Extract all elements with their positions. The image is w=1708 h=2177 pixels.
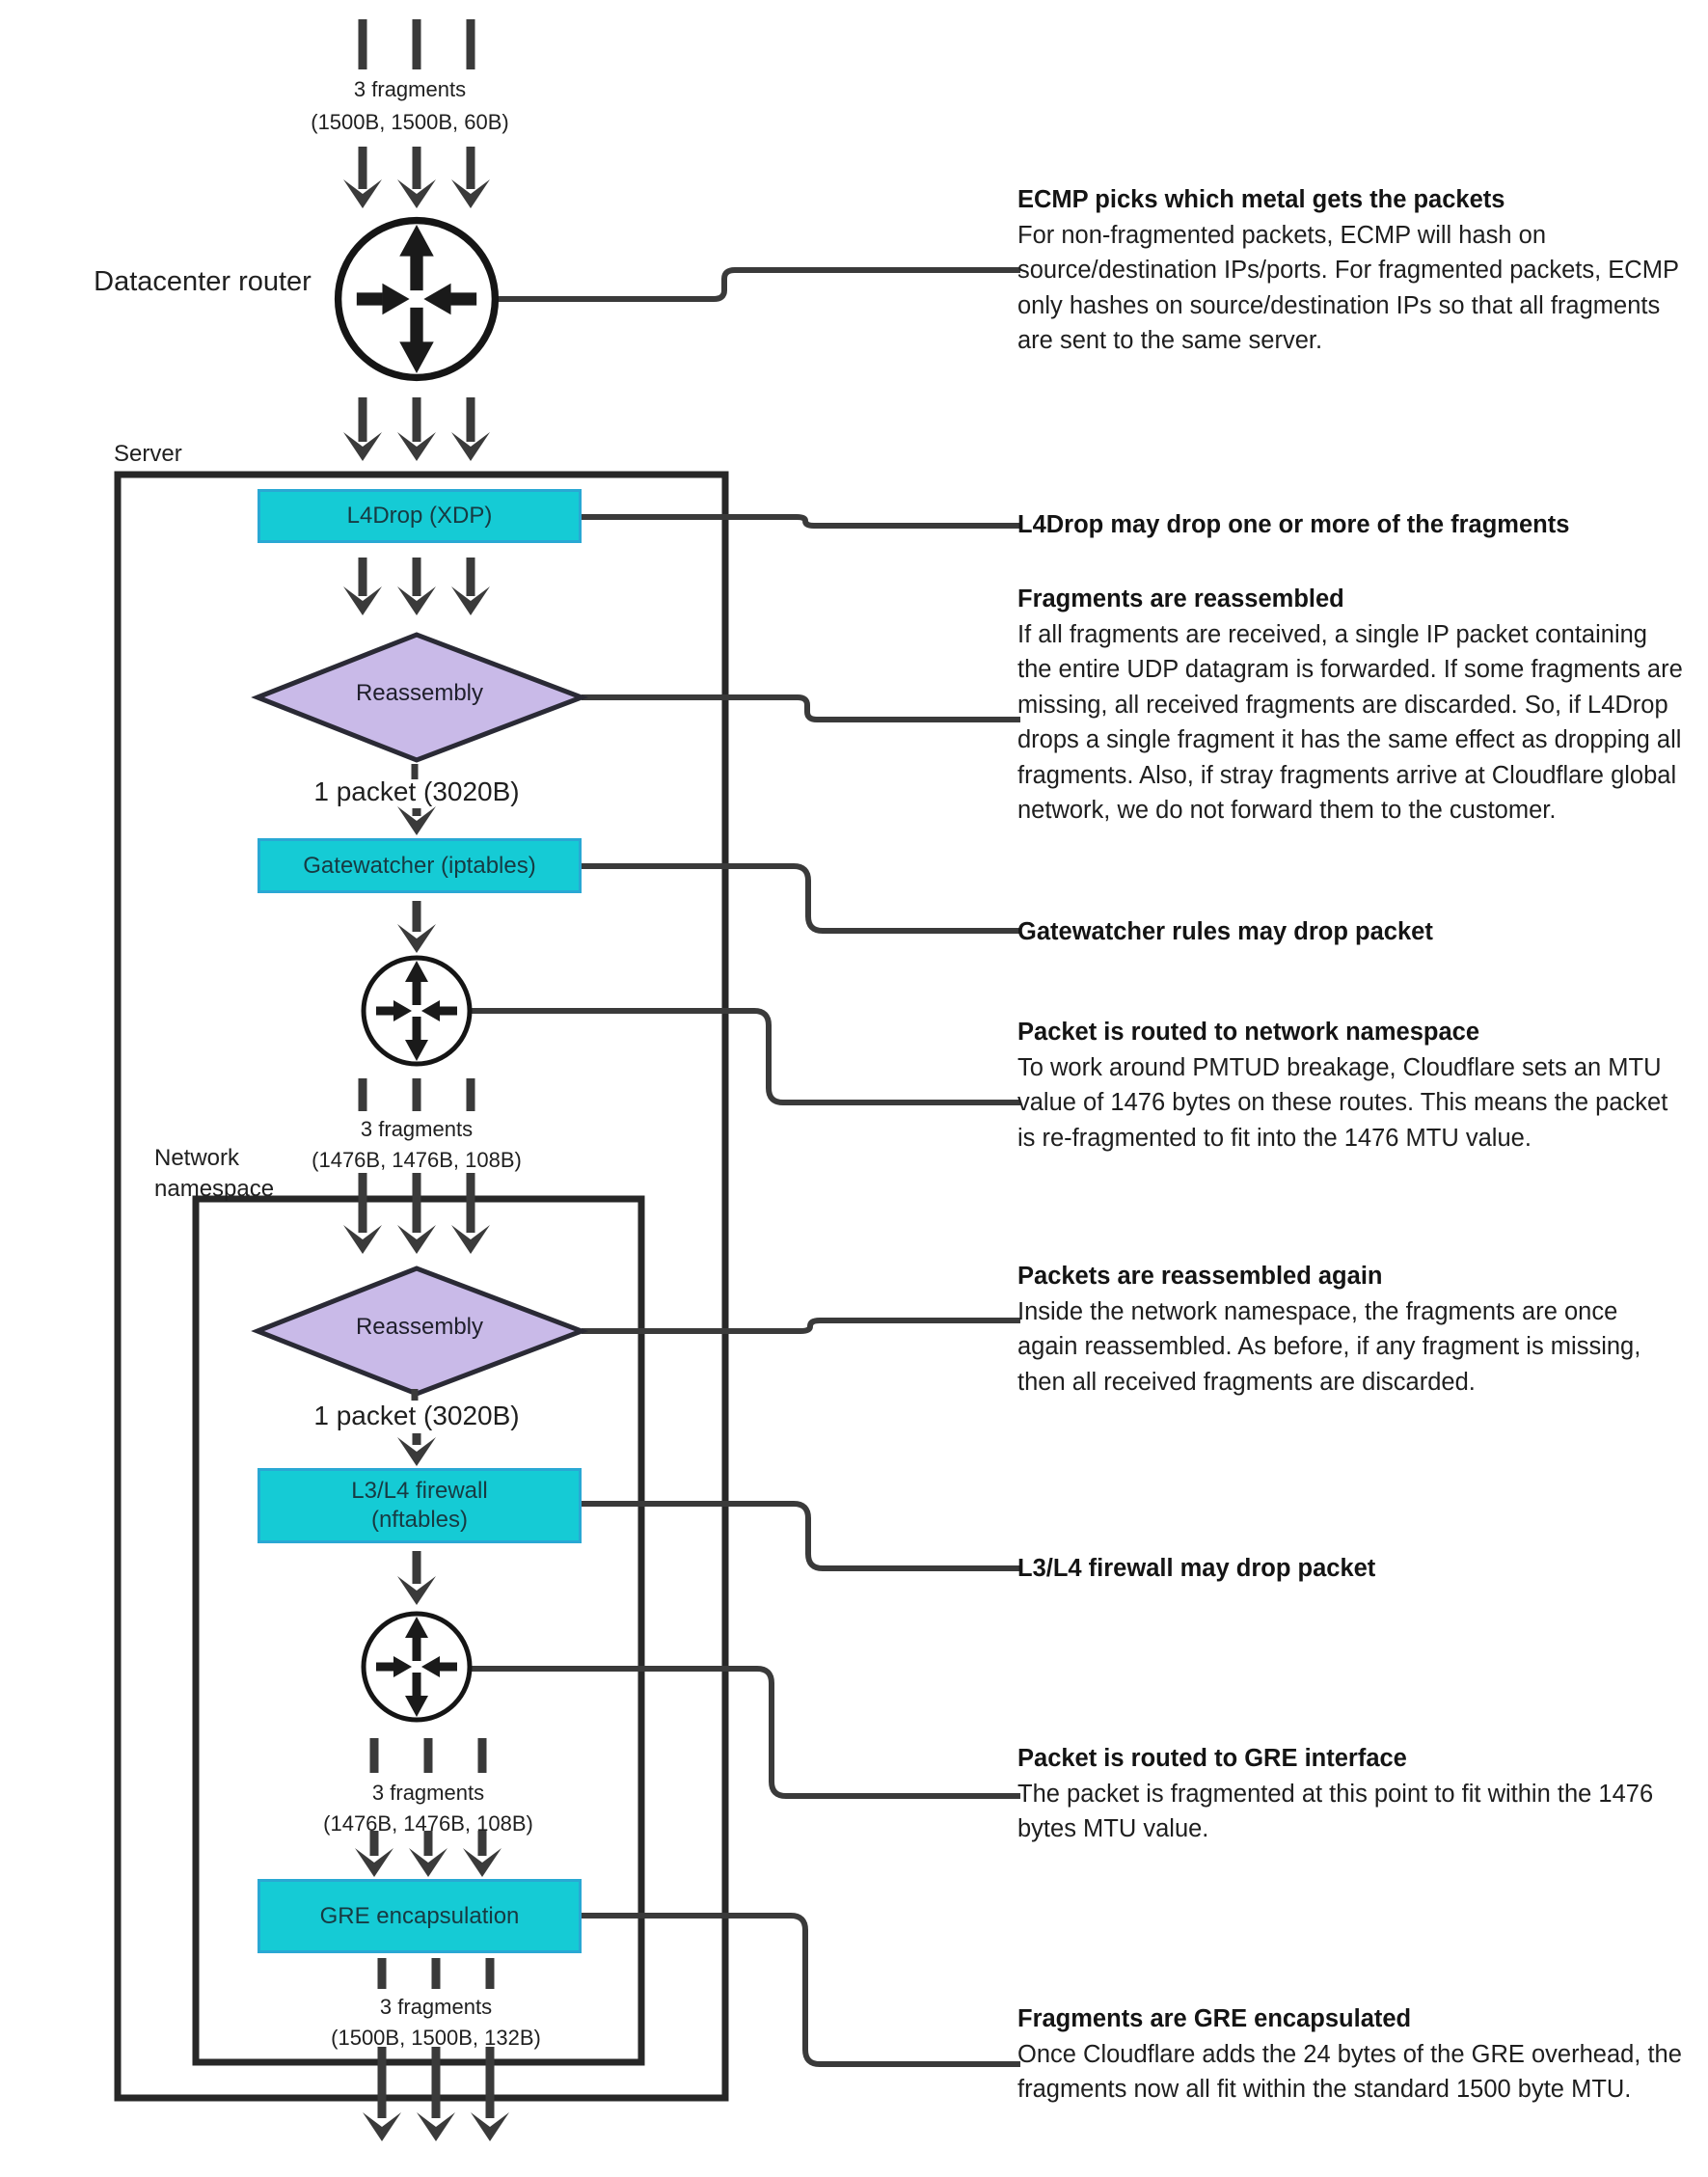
fragment-ticks-top [363, 19, 471, 69]
flow-arrows-into-router [343, 147, 490, 208]
server-label: Server [114, 441, 182, 467]
annotation-netns-note [1017, 1015, 1683, 1156]
reassembly-2-label: Reassembly [355, 1314, 484, 1340]
annotation-gre-route-note [1017, 1741, 1683, 1847]
annotation-reassembly2-body: Inside the network namespace, the fragments are once again reassembled. As before, if any fragment is missing, then all received fragments are discarded. [1017, 1297, 1641, 1396]
network-namespace-label: Network namespace [154, 1145, 275, 1202]
datacenter-router-label: Datacenter router [94, 266, 312, 297]
annotation-reassembly-body: If all fragments are received, a single IP packet containing the entire UDP datagram is forwarded. If some fragments are missing, all received fragments are discarded. So, if L4Drop drops a single fragment it has the same effect as dropping all fragments. Also, if stray fragments arrive at Cloudflare global network, we do not forward them to the customer. [1017, 620, 1683, 824]
annotation-ecmp [1017, 182, 1683, 359]
datacenter-router-icon [339, 221, 496, 378]
pre-gre-fragments-count: 3 fragments [371, 1781, 485, 1805]
node-gatewatcher [258, 838, 582, 893]
annotation-reassembly-title: Fragments are reassembled [1017, 585, 1344, 612]
annotation-gre-route-body: The packet is fragmented at this point to fit within the 1476 bytes MTU value. [1017, 1780, 1654, 1842]
annotation-gre-encap-body: Once Cloudflare adds the 24 bytes of the GRE overhead, the fragments now all fit within the standard 1500 byte MTU. [1017, 2040, 1682, 2103]
top-fragments-sizes: (1500B, 1500B, 60B) [311, 110, 509, 134]
annotation-firewall-title: L3/L4 firewall may drop packet [1017, 1555, 1376, 1582]
annotation-gre-encap-note [1017, 2001, 1683, 2108]
post-gre-fragments-count: 3 fragments [379, 1995, 493, 2019]
fragment-ticks-mid [363, 1078, 471, 1111]
top-fragments-count: 3 fragments [353, 77, 467, 101]
node-gatewatcher-label: Gatewatcher (iptables) [303, 852, 536, 879]
namespace-router-icon [364, 1614, 470, 1720]
flow-arrow-to-server-router [397, 901, 436, 953]
connector-ecmp [496, 270, 1020, 299]
mid-fragments-count: 3 fragments [360, 1117, 474, 1141]
node-l4drop-label: L4Drop (XDP) [346, 503, 493, 529]
flow-arrows-into-namespace [343, 1173, 490, 1254]
annotation-ecmp-body: For non-fragmented packets, ECMP will hash on source/destination IPs/ports. For fragmented packets, ECMP only hashes on source/destination IPs so that all fragments are sent to the same server. [1017, 221, 1679, 354]
annotation-netns-body: To work around PMTUD breakage, Cloudflare sets an MTU value of 1476 bytes on these routes. This means the packet is re-fragmented to fit into the 1476 MTU value. [1017, 1053, 1668, 1152]
connector-gre-encap [582, 1916, 1020, 2064]
annotation-ecmp-title: ECMP picks which metal gets the packets [1017, 186, 1505, 213]
connector-reassembly-1 [582, 697, 1020, 720]
server-router-icon [364, 958, 470, 1064]
annotation-firewall-note [1017, 1551, 1683, 1587]
connector-netns-route [472, 1011, 1020, 1102]
flow-arrows-to-reassembly-1 [343, 558, 490, 615]
node-gre-encapsulation [258, 1879, 582, 1953]
node-l3l4-firewall-line1: L3/L4 firewall [351, 1478, 488, 1504]
packet-label-1: 1 packet (3020B) [313, 776, 520, 806]
annotation-reassembly-note [1017, 582, 1683, 829]
flow-arrow-to-firewall [397, 1433, 436, 1466]
node-gre-encapsulation-label: GRE encapsulation [319, 1902, 520, 1929]
annotation-netns-title: Packet is routed to network namespace [1017, 1019, 1479, 1046]
annotation-reassembly2-note [1017, 1259, 1683, 1400]
connector-gatewatcher [582, 866, 1020, 931]
annotation-gatewatcher-note [1017, 914, 1683, 950]
connector-reassembly-2 [582, 1320, 1020, 1331]
connector-l4drop [582, 517, 1020, 526]
node-l4drop [258, 489, 582, 543]
annotation-gre-encap-title: Fragments are GRE encapsulated [1017, 2005, 1412, 2032]
fragment-ticks-post-gre [382, 1958, 490, 1989]
annotation-gre-route-title: Packet is routed to GRE interface [1017, 1745, 1407, 1772]
flow-arrows-exit [363, 2047, 509, 2141]
flow-arrows-into-server [343, 397, 490, 461]
flow-arrow-to-gatewatcher [397, 806, 436, 835]
annotation-reassembly2-title: Packets are reassembled again [1017, 1263, 1383, 1290]
annotation-gatewatcher-title: Gatewatcher rules may drop packet [1017, 918, 1433, 945]
connector-l3l4-firewall [582, 1504, 1020, 1568]
flow-arrow-to-namespace-router [397, 1551, 436, 1605]
node-l3l4-firewall-line2: (nftables) [370, 1507, 469, 1533]
post-gre-fragments-sizes: (1500B, 1500B, 132B) [331, 2026, 541, 2050]
pre-gre-fragments-sizes: (1476B, 1476B, 108B) [323, 1811, 533, 1836]
mid-fragments-sizes: (1476B, 1476B, 108B) [312, 1148, 522, 1172]
annotation-l4drop-note [1017, 507, 1683, 543]
fragment-ticks-pre-gre [374, 1738, 482, 1773]
annotation-l4drop-title: L4Drop may drop one or more of the fragments [1017, 511, 1570, 538]
node-l3l4-firewall [258, 1468, 582, 1543]
packet-label-2: 1 packet (3020B) [313, 1401, 520, 1430]
reassembly-1-label: Reassembly [355, 680, 484, 706]
